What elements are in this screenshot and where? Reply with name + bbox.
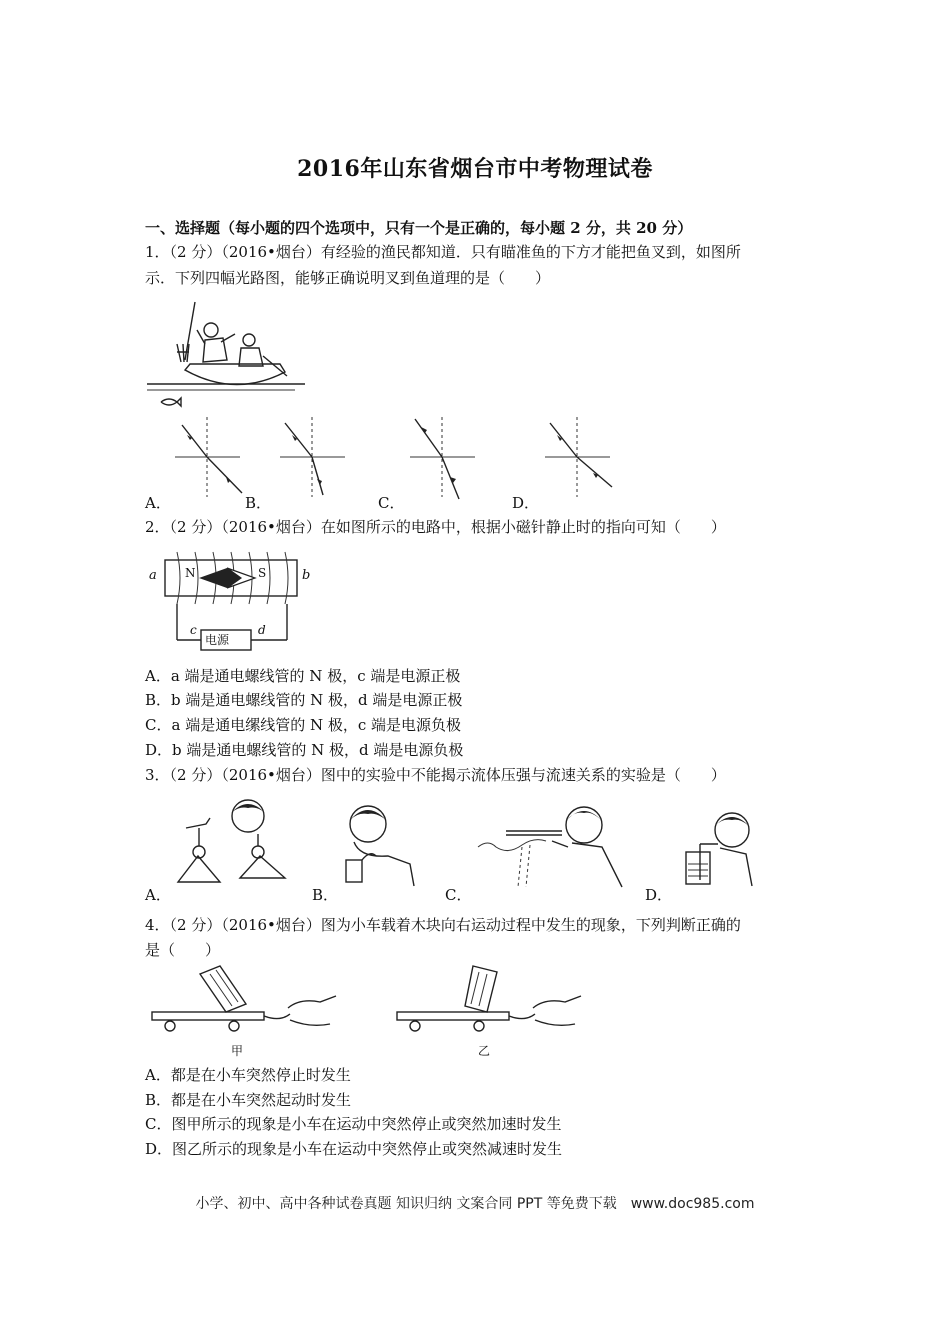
q3-option-b[interactable]: B． [312, 886, 339, 904]
label-jia: 甲 [231, 1044, 244, 1058]
solenoid-circuit-figure [145, 548, 325, 658]
q3-option-c[interactable]: C． [445, 886, 472, 904]
q3-stem: 3．（2 分）（2016•烟台）图中的实验中不能揭示流体压强与流速关系的实验是（ ） [145, 766, 726, 784]
label-d: d [258, 623, 266, 637]
experiment-a-figure [170, 798, 295, 888]
q4-option-b[interactable]: B．都是在小车突然起动时发生 [145, 1091, 352, 1109]
q1-option-a[interactable]: A． [145, 494, 171, 512]
label-yi: 乙 [478, 1044, 491, 1058]
q2-option-d[interactable]: D．b 端是通电螺线管的 N 极，d 端是电源负极 [145, 741, 464, 759]
q3-option-a[interactable]: A． [145, 886, 171, 904]
q1-stem-line2: 示．下列四幅光路图，能够正确说明叉到鱼道理的是（ ） [145, 269, 551, 287]
q4-stem-line2: 是（ ） [145, 941, 221, 959]
light-path-d [540, 415, 615, 500]
label-a: a [149, 568, 157, 583]
label-b: b [302, 568, 311, 583]
q1-option-d[interactable]: D． [512, 494, 540, 512]
cart-figure-jia [150, 962, 340, 1042]
q4-option-c[interactable]: C．图甲所示的现象是小车在运动中突然停止或突然加速时发生 [145, 1115, 562, 1133]
light-path-b [275, 415, 350, 500]
power-source-label: 电源 [205, 633, 230, 647]
experiment-d-figure [680, 800, 760, 890]
label-c: c [190, 623, 197, 637]
q4-option-a[interactable]: A．都是在小车突然停止时发生 [145, 1066, 351, 1084]
q2-option-a[interactable]: A．a 端是通电螺线管的 N 极，c 端是电源正极 [145, 667, 461, 685]
q1-stem-line1: 1．（2 分）（2016•烟台）有经验的渔民都知道．只有瞄准鱼的下方才能把鱼叉到，如图所 [145, 243, 741, 261]
q1-option-c[interactable]: C． [378, 494, 405, 512]
experiment-b-figure [340, 798, 420, 888]
label-n: N [185, 566, 196, 580]
light-path-a [170, 415, 245, 500]
q2-stem: 2．（2 分）（2016•烟台）在如图所示的电路中，根据小磁针静止时的指向可知（ ） [145, 518, 726, 536]
light-path-c [405, 415, 480, 500]
footer-note: 小学、初中、高中各种试卷真题 知识归纳 文案合同 PPT 等免费下载 www.doc985.com [195, 1196, 755, 1212]
page-title: 2016年山东省烟台市中考物理试卷 [297, 156, 653, 182]
q4-stem-line1: 4．（2 分）（2016•烟台）图为小车载着木块向右运动过程中发生的现象，下列判断正确的 [145, 916, 741, 934]
label-s: S [258, 566, 267, 580]
cart-figure-yi [395, 962, 585, 1042]
q1-option-b[interactable]: B． [245, 494, 272, 512]
fisherman-boat-figure [145, 300, 310, 410]
q2-option-b[interactable]: B．b 端是通电螺线管的 N 极，d 端是电源正极 [145, 691, 463, 709]
experiment-c-figure [472, 795, 632, 890]
q2-option-c[interactable]: C．a 端是通电缧线管的 N 极，c 端是电源负极 [145, 716, 462, 734]
q4-option-d[interactable]: D．图乙所示的现象是小车在运动中突然停止或突然减速时发生 [145, 1140, 563, 1158]
section-heading: 一、选择题（每小题的四个选项中，只有一个是正确的，每小题 2 分，共 20 分） [145, 219, 693, 237]
q3-option-d[interactable]: D． [645, 886, 673, 904]
